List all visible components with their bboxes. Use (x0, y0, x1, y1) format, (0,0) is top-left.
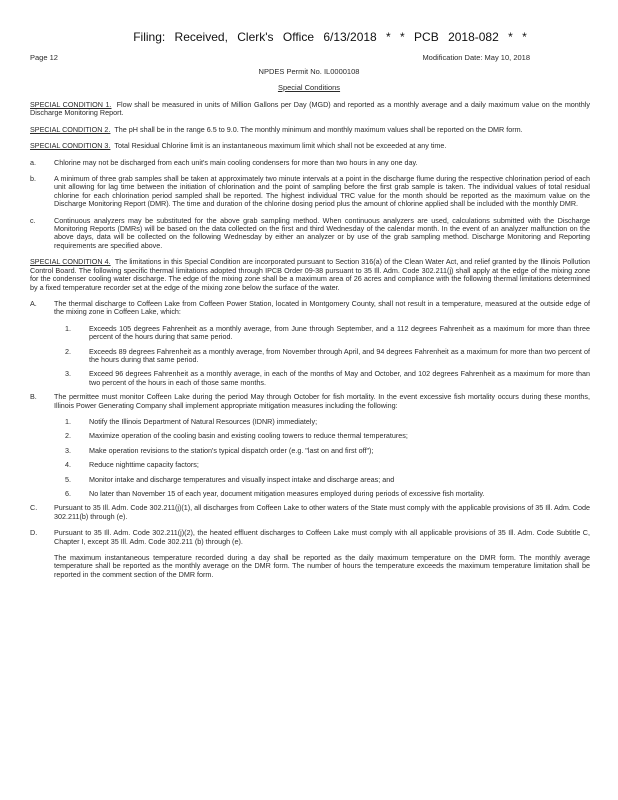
item-label: C. (30, 503, 38, 513)
filing-stamp: Filing: Received, Clerk's Office 6/13/2018 * * PCB 2018-082 * * (133, 30, 527, 44)
modification-date: Modification Date: May 10, 2018 (422, 53, 530, 62)
document-body (30, 101, 590, 587)
sc3-item-c (30, 217, 590, 251)
sc4-B-subitem-2 (65, 432, 590, 440)
subitem-number: 6. (65, 489, 71, 498)
item-label: B. (30, 392, 37, 402)
subitem-text: Exceeds 89 degrees Fahrenheit as a monthly average, from November through April, and 94 degrees Fahrenheit as a maximum for more than two percent of the hours during that same period. (89, 346, 590, 364)
subitem-text: Monitor intake and discharge temperatures and visually inspect intake and discharge areas; and (89, 474, 395, 484)
page-number: Page 12 (30, 53, 58, 62)
sc2-heading: SPECIAL CONDITION 2. (30, 124, 111, 134)
section-title: Special Conditions (277, 83, 341, 92)
sc4-B-subitem-6 (65, 490, 590, 498)
item-label: A. (30, 298, 37, 308)
subitem-text: Notify the Illinois Department of Natural Resources (IDNR) immediately; (89, 416, 318, 426)
subitem-number: 4. (65, 460, 71, 470)
sc3-heading: SPECIAL CONDITION 3. (30, 141, 111, 151)
subitem-number: 2. (65, 431, 71, 441)
sc4-closing-paragraph: The maximum instantaneous temperature recorded during a day shall be reported as the daily maximum temperature on the DMR form. The monthly average temperature shall be reported as the monthly average on the DMR form. The number of hours the temperature exceeds the maximum temperature limitation shall be reported in the comment section of the DMR form. (54, 553, 590, 579)
item-text: The thermal discharge to Coffeen Lake from Coffeen Power Station, located in Montgomery County, shall not result in a temperature, measured at the outside edge of the mixing zone in Coffeen Lake, which: (54, 298, 590, 317)
special-condition-2 (30, 126, 590, 134)
sc3-item-a (30, 159, 590, 167)
sc4-heading: SPECIAL CONDITION 4. (30, 257, 111, 267)
special-condition-4 (30, 258, 590, 292)
sc4-B-subitem-5 (65, 476, 590, 484)
sc4-A-subitem-2 (65, 348, 590, 365)
item-text: Continuous analyzers may be substituted for the above grab sampling method. When continuous analyzers are used, calculations submitted with the Discharge Monitoring Reports (DMRs) will be based on the data collected on the first and third Wednesday of the calendar month. In the event of an analyzer malfunction on the above days, data will be collected on the following Wednesday by either an analyzer or by use of the grab sampling method. Discharge Monitoring and Reporting requirements are specified above. (54, 215, 590, 250)
item-label: c. (30, 215, 36, 225)
subitem-text: Exceeds 105 degrees Fahrenheit as a monthly average, from June through September, and a 112 degrees Fahrenheit as a maximum for more than three percent of the hours during that same period. (89, 323, 590, 342)
item-text: Pursuant to 35 Ill. Adm. Code 302.211(j)(2), the heated effluent discharges to Coffeen Lake must comply with all applicable provisions of 35 Ill. Adm. Code Subtitle C, Chapter I, except 35 Ill. Adm. Code 302.211 (b) through (e). (54, 528, 590, 546)
sc2-text: The pH shall be in the range 6.5 to 9.0. The monthly minimum and monthly maximum values shall be reported on the DMR form. (114, 124, 523, 134)
sc1-text: Flow shall be measured in units of Million Gallons per Day (MGD) and reported as a monthly average and a daily maximum value on the monthly Discharge Monitoring Report. (30, 100, 590, 118)
subitem-text: Maximize operation of the cooling basin and existing cooling towers to reduce thermal temperatures; (89, 431, 408, 441)
item-label: b. (30, 174, 36, 184)
sc4-B-subitem-3 (65, 447, 590, 455)
subitem-number: 2. (65, 346, 71, 356)
sc4-item-D (30, 529, 590, 546)
subitem-number: 1. (65, 323, 71, 333)
subitem-number: 1. (65, 416, 71, 426)
sc4-item-C (30, 504, 590, 521)
subitem-number: 3. (65, 369, 71, 379)
permit-number: NPDES Permit No. IL0000108 (258, 67, 360, 76)
sc4-A-subitem-1 (65, 325, 590, 342)
subitem-number: 5. (65, 474, 71, 484)
sc4-A-subitem-3 (65, 370, 590, 387)
sc4-item-A (30, 300, 590, 317)
sc4-B-subitem-1 (65, 418, 590, 426)
subitem-text: Reduce nighttime capacity factors; (89, 460, 199, 470)
subitem-number: 3. (65, 445, 71, 455)
sc4-item-B (30, 393, 590, 410)
sc4-text: The limitations in this Special Condition are incorporated pursuant to Section 316(a) of the Clean Water Act, and relief granted by the Illinois Pollution Control Board. The following specific thermal limitations adopted through IPCB Order 09-38 pursuant to 35 Ill. Adm. Code 302.211(j) shall apply at the edge of the mixing zone for the condenser cooling water discharge. The edge of the mixing zone shall be a maximum area of 26 acres and compliance with the following thermal limitations determined by a fixed temperature recorder set at the edge of the mixing zone below the surface of the water. (30, 257, 590, 292)
item-text: Pursuant to 35 Ill. Adm. Code 302.211(j)(1), all discharges from Coffeen Lake to other waters of the State must comply with the applicable provisions of 35 Ill. Adm. Code 302.211(b) through (e). (54, 503, 590, 521)
item-label: a. (30, 157, 36, 167)
subitem-text: No later than November 15 of each year, document mitigation measures employed during periods of excessive fish mortality. (89, 489, 485, 498)
sc4-B-subitem-4 (65, 461, 590, 469)
item-text: Chlorine may not be discharged from each unit's main cooling condensers for more than two hours in any one day. (54, 157, 418, 167)
item-label: D. (30, 528, 38, 538)
sc3-text: Total Residual Chlorine limit is an instantaneous maximum limit which shall not be exceeded at any time. (114, 141, 447, 151)
sc3-item-b (30, 175, 590, 209)
subitem-text: Make operation revisions to the station's typical dispatch order (e.g. "last on and first off"); (89, 445, 374, 455)
subitem-text: Exceed 96 degrees Fahrenheit as a monthly average, in each of the months of May and October, and 102 degrees Fahrenheit as a maximum for more than two percent of the hours in each of those same months. (89, 369, 590, 387)
special-condition-1 (30, 101, 590, 118)
item-text: The permittee must monitor Coffeen Lake during the period May through October for fish mortality. In the event excessive fish mortality occurs during these months, Illinois Power Generating Company shall implement appropriate mitigation measures including the following: (54, 392, 590, 410)
item-text: A minimum of three grab samples shall be taken at approximately two minute intervals at a point in the discharge flume during the respective chlorination period of each unit allowing for lag time between the initiation of chlorination and the point of sampling before the first grab sample is taken. The individual values of total residual chlorine for each chlorination period sampled shall be reported. The highest individual TRC value for the month should be reported as the maximum value on the Discharge Monitoring Report (DMR). The time and duration of the chlorine dosing period plus the amount of chlorine applied shall be included with the monthly DMR. (54, 174, 590, 209)
special-condition-3 (30, 142, 590, 150)
sc1-heading: SPECIAL CONDITION 1. (30, 100, 112, 109)
